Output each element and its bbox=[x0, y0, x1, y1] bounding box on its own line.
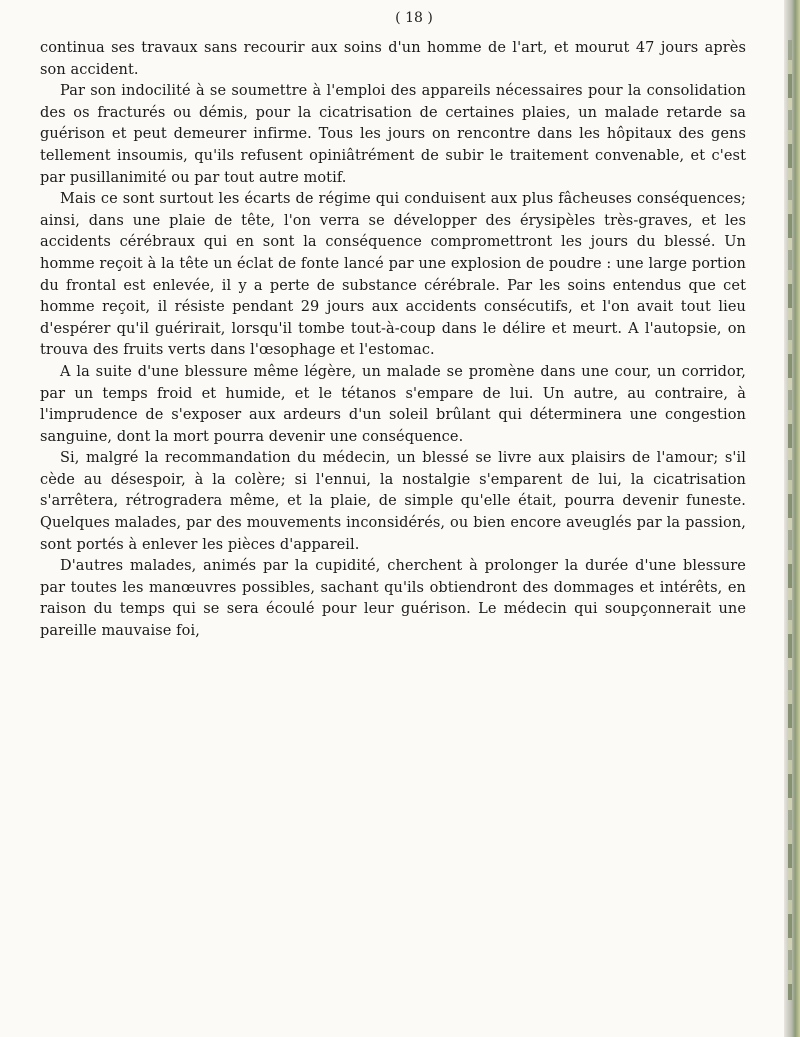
paragraph: Mais ce sont surtout les écarts de régime qui conduisent aux plus fâcheuses conséquences; ainsi, dans une plaie de tête, l'on verra se développer des érysipèles très-graves, et les accidents cérébraux qui en sont la conséquence compromettront les jours du blessé. Un homme reçoit à la tête un éclat de fonte lancé par une explosion de poudre : une large portion du frontal est enlevée, il y a perte de substance cérébrale. Par les soins entendus que cet homme reçoit, il résiste pendant 29 jours aux accidents consécutifs, et l'on avait tout lieu d'espérer qu'il guérirait, lorsqu'il tombe tout-à-coup dans le délire et meurt. A l'autopsie, on trouva des fruits verts dans l'œsophage et l'estomac. bbox=[40, 191, 746, 359]
page-edge-decoration bbox=[784, 0, 800, 1037]
paragraph: continua ses travaux sans recourir aux soins d'un homme de l'art, et mourut 47 jours après son accident. bbox=[40, 40, 746, 78]
paragraph: A la suite d'une blessure même légère, un malade se promène dans une cour, un corridor, par un temps froid et humide, et le tétanos s'empare de lui. Un autre, au contraire, à l'imprudence de s'exposer aux ardeurs d'un soleil brûlant qui déterminera une congestion sanguine, dont la mort pourra devenir une conséquence. bbox=[40, 363, 746, 445]
paragraph: Si, malgré la recommandation du médecin, un blessé se livre aux plaisirs de l'amour; s'il cède au désespoir, à la colère; si l'ennui, la nostalgie s'emparent de lui, la cicatrisation s'arrêtera, rétrogradera même, et la plaie, de simple qu'elle était, pourra devenir funeste. Quelques malades, par des mouvements inconsidérés, ou bien encore aveuglés par la passion, sont portés à enlever les pièces d'appareil. bbox=[40, 450, 746, 553]
page-number: ( 18 ) bbox=[395, 10, 433, 26]
body-text bbox=[40, 38, 746, 643]
paragraph: Par son indocilité à se soumettre à l'emploi des appareils nécessaires pour la consolidation des os fracturés ou démis, pour la cicatrisation de certaines plaies, un malade retarde sa guérison et peut demeurer infirme. Tous les jours on rencontre dans les hôpitaux des gens tellement insoumis, qu'ils refusent opiniâtrément de subir le traitement convenable, et c'est par pusillanimité ou par tout autre motif. bbox=[40, 83, 746, 186]
paragraph: D'autres malades, animés par la cupidité, cherchent à prolonger la durée d'une blessure par toutes les manœuvres possibles, sachant qu'ils obtiendront des dommages et intérêts, en raison du temps qui se sera écoulé pour leur guérison. Le médecin qui soupçonnerait une pareille mauvaise foi, bbox=[40, 558, 746, 640]
